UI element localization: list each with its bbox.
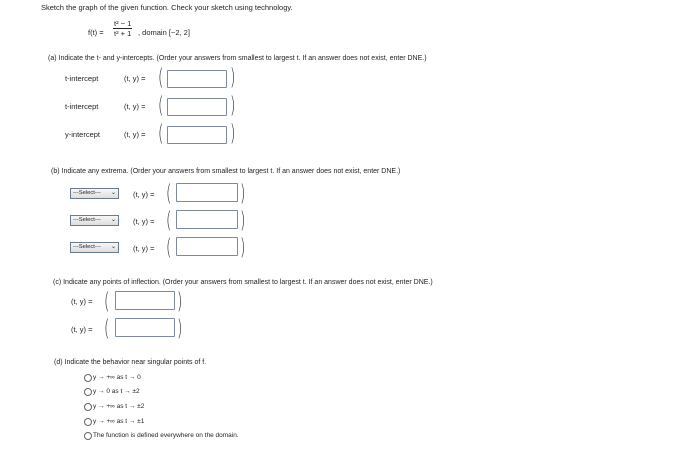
part-b-row-2-coord: (t, y) = (133, 217, 155, 226)
part-c-row-2-coord: (t, y) = (71, 325, 93, 334)
behavior-option-2-label: y → 0 as t → ±2 (93, 388, 140, 395)
behavior-option-3-radio[interactable] (84, 403, 92, 411)
part-a-row-1-label: t-intercept (65, 74, 99, 83)
extrema-1-input[interactable] (176, 183, 238, 202)
open-paren: ( (158, 93, 164, 119)
inflection-2-input[interactable] (115, 318, 175, 337)
part-a-row-3-coord: (t, y) = (124, 130, 146, 139)
function-denominator: t² + 1 (114, 29, 132, 38)
part-b-row-1-coord: (t, y) = (133, 190, 155, 199)
close-paren: ) (240, 208, 246, 234)
behavior-option-1-radio[interactable] (84, 374, 92, 382)
y-intercept-input[interactable] (167, 126, 227, 144)
part-a-row-3-label: y-intercept (65, 130, 101, 139)
function-numerator: t² − 1 (114, 19, 132, 28)
behavior-option-1-label: y → +∞ as t → 0 (93, 374, 141, 381)
behavior-option-2-radio[interactable] (84, 388, 92, 396)
open-paren: ( (104, 289, 110, 315)
t-intercept-1-input[interactable] (167, 70, 227, 88)
part-a-row-2-label: t-intercept (65, 102, 99, 111)
part-c-prompt: (c) Indicate any points of inflection. (Order your answers from smallest to largest t. If an answer does not exist, enter DNE.) (53, 279, 433, 286)
extrema-2-input[interactable] (176, 210, 238, 229)
part-a-prompt: (a) Indicate the t- and y-intercepts. (Order your answers from smallest to largest t. If an answer does not exist, enter DNE.) (48, 55, 427, 62)
function-fraction (113, 19, 132, 38)
close-paren: ) (230, 121, 236, 147)
function-lhs: f(t) = (88, 28, 104, 37)
function-domain: , domain [−2, 2] (138, 28, 190, 37)
part-a-row-1-coord: (t, y) = (124, 74, 146, 83)
behavior-option-3-label: y → +∞ as t → ±2 (93, 403, 145, 410)
part-b-row-3-coord: (t, y) = (133, 244, 155, 253)
open-paren: ( (166, 235, 172, 261)
instruction-text: Sketch the graph of the given function. Check your sketch using technology. (41, 3, 293, 12)
select-value: ---Select--- (73, 217, 101, 223)
extrema-2-select[interactable] (70, 215, 119, 226)
chevron-down-icon: ⌄ (110, 217, 116, 223)
part-d-prompt: (d) Indicate the behavior near singular points of f. (54, 359, 207, 366)
chevron-down-icon: ⌄ (110, 190, 116, 196)
open-paren: ( (166, 181, 172, 207)
inflection-1-input[interactable] (115, 291, 175, 310)
open-paren: ( (166, 208, 172, 234)
close-paren: ) (177, 316, 183, 342)
select-value: ---Select--- (73, 244, 101, 250)
behavior-option-5-radio[interactable] (84, 432, 92, 440)
select-value: ---Select--- (73, 190, 101, 196)
close-paren: ) (240, 181, 246, 207)
part-c-row-1-coord: (t, y) = (71, 297, 93, 306)
extrema-3-select[interactable] (70, 242, 119, 253)
open-paren: ( (158, 121, 164, 147)
extrema-3-input[interactable] (176, 237, 238, 256)
chevron-down-icon: ⌄ (110, 244, 116, 250)
part-b-prompt: (b) Indicate any extrema. (Order your answers from smallest to largest t. If an answer does not exist, enter DNE.) (51, 168, 401, 175)
t-intercept-2-input[interactable] (167, 98, 227, 116)
behavior-option-4-radio[interactable] (84, 418, 92, 426)
behavior-option-5-label: The function is defined everywhere on the domain. (93, 432, 239, 439)
part-a-row-2-coord: (t, y) = (124, 102, 146, 111)
close-paren: ) (230, 65, 236, 91)
close-paren: ) (177, 289, 183, 315)
open-paren: ( (158, 65, 164, 91)
behavior-option-4-label: y → +∞ as t → ±1 (93, 418, 145, 425)
close-paren: ) (240, 235, 246, 261)
open-paren: ( (104, 316, 110, 342)
close-paren: ) (230, 93, 236, 119)
extrema-1-select[interactable] (70, 188, 119, 199)
